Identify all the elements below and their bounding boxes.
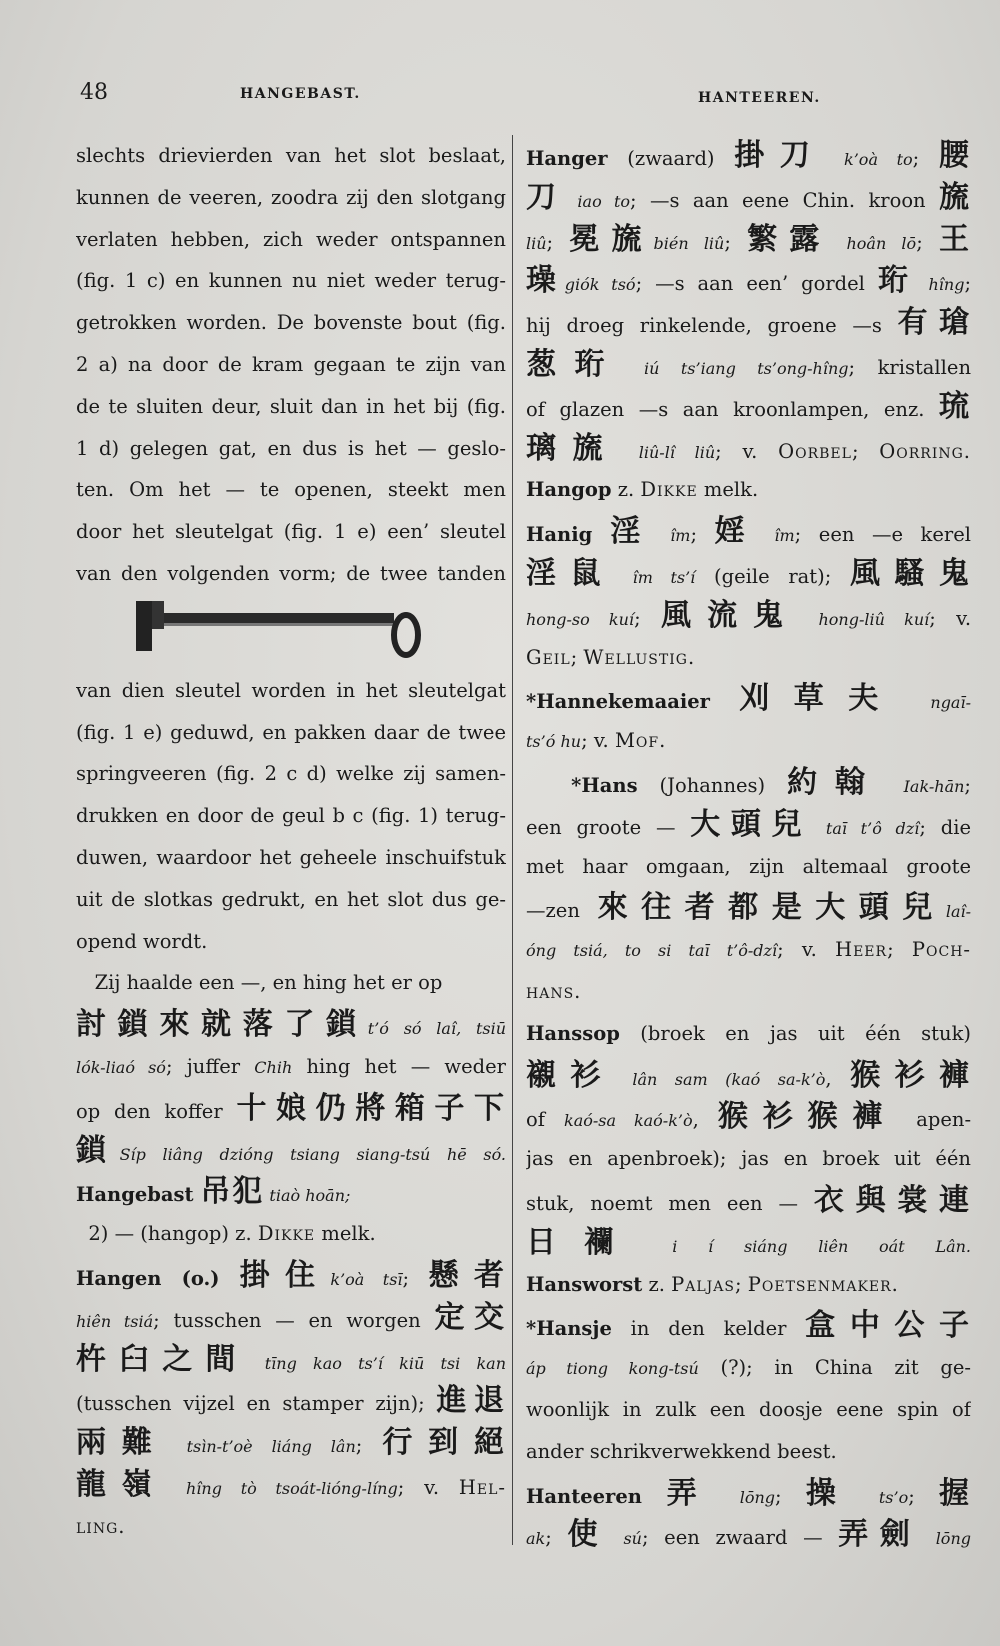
text-segment: (Johannes) — [637, 773, 788, 797]
headword: *Hans — [526, 773, 638, 797]
left-text-line — [76, 670, 506, 712]
romanization: lân sam (kaó sa-k’ò — [614, 1069, 826, 1089]
left-text-line — [76, 1213, 506, 1255]
right-text-line — [526, 428, 971, 470]
text-segment: met haar omgaan, zijn altemaal groote — [526, 854, 971, 878]
right-text-line — [526, 929, 971, 971]
cross-reference: Geil — [526, 645, 571, 669]
left-text-line — [76, 1297, 506, 1339]
headword: Hanssop — [526, 1021, 620, 1045]
text-segment: , — [692, 1108, 718, 1132]
romanization: taī t’ô dzî — [812, 818, 920, 838]
right-text-line — [526, 1138, 971, 1180]
romanization: îm ts’í — [615, 567, 696, 587]
chinese-characters: 鎖 — [76, 1132, 120, 1168]
left-text-line — [76, 1422, 506, 1464]
text-segment: ; v. — [929, 606, 971, 630]
chinese-characters: 握 — [939, 1475, 971, 1511]
romanization: óng tsiá, to si taī t’ô-dzî — [526, 941, 778, 961]
text-segment: slechts drievierden van het slot beslaat, — [76, 144, 506, 167]
chinese-characters: 琉 — [939, 388, 971, 424]
romanization: hîng tò tsoát-lióng-líng — [167, 1478, 398, 1498]
left-text-line — [76, 344, 506, 386]
text-segment: woonlijk in zulk een doosje eene spin of — [526, 1397, 971, 1421]
romanization: tīng kao ts’í kiū tsi kan — [248, 1353, 506, 1373]
headword: Hanger — [526, 147, 608, 170]
chinese-characters: 掛住 — [239, 1257, 331, 1293]
chinese-characters: 大頭兒 — [690, 806, 813, 842]
left-text-line — [76, 921, 506, 963]
chinese-characters: 璪 — [526, 263, 565, 299]
running-head-right: HANTEEREN. — [698, 90, 821, 106]
right-text-line — [526, 219, 971, 261]
text-segment: (geile rat); — [695, 564, 851, 588]
chinese-characters: 冕旒 — [569, 221, 654, 257]
right-text-line — [526, 1305, 971, 1347]
romanization: kaó-sa kaó-k’ò — [564, 1111, 693, 1131]
text-segment: ; — [690, 523, 715, 547]
chinese-characters: 風流鬼 — [660, 597, 800, 633]
text-segment: ; — [912, 147, 939, 170]
romanization: sú — [608, 1529, 642, 1549]
text-segment: ; — [908, 1484, 939, 1508]
text-segment: uit de slotkas gedrukt, en het slot dus ge- — [76, 887, 506, 911]
chinese-characters: 來往者都是大頭兒 — [597, 890, 946, 926]
left-text-line — [76, 1339, 506, 1381]
cross-reference: Hel- — [458, 1475, 506, 1499]
headword: Hanig — [526, 523, 611, 547]
chinese-characters: 日襴 — [526, 1224, 642, 1260]
right-text-line — [526, 971, 971, 1013]
left-text-line — [76, 428, 506, 470]
left-text-line — [76, 1004, 506, 1046]
romanization: giók tsó — [564, 275, 636, 295]
right-text-line — [526, 1222, 971, 1264]
headword: Hangop — [526, 478, 612, 502]
romanization: t’ó só laî, tsiū — [367, 1019, 506, 1039]
right-text-line — [526, 1096, 971, 1138]
left-text-line — [76, 1171, 506, 1213]
right-text-line — [526, 1264, 971, 1306]
headword: Hansworst — [526, 1272, 643, 1296]
chinese-characters: 淫鼠 — [526, 555, 615, 591]
romanization: îm — [653, 526, 691, 546]
text-segment: van dien sleutel worden in het sleutelgat — [76, 678, 506, 702]
text-segment: ; — [735, 1272, 748, 1296]
text-segment: apen- — [897, 1108, 971, 1132]
text-segment: melk. — [697, 478, 759, 502]
right-text-line — [526, 1389, 971, 1431]
romanization: tiaò hoān; — [264, 1186, 351, 1206]
cross-reference: Heer — [835, 938, 888, 962]
text-segment: ; — [916, 230, 940, 254]
left-text-line — [76, 135, 506, 177]
text-segment: (?); in China zit ge- — [698, 1356, 971, 1380]
chinese-characters: 討鎖來就落了鎖 — [76, 1007, 368, 1043]
romanization: ngaī- — [902, 693, 971, 713]
left-text-line — [76, 260, 506, 302]
text-segment: melk. — [315, 1222, 376, 1246]
text-segment: ander schrikverwekkend beest. — [526, 1439, 837, 1463]
text-segment: ; die — [919, 815, 971, 839]
chinese-characters: 繁露 — [747, 221, 832, 257]
left-text-line — [76, 1506, 506, 1548]
chinese-characters: 懸者 — [428, 1257, 506, 1293]
text-segment: springveeren (fig. 2 c d) welke zij samen- — [76, 762, 506, 786]
headword: Hanteeren — [526, 1484, 667, 1508]
cross-reference: ling. — [76, 1514, 126, 1538]
text-segment: ; — [851, 439, 880, 463]
text-segment: hing het — weder — [292, 1054, 506, 1078]
cross-reference: Poetsenmaker. — [747, 1272, 899, 1296]
right-text-line — [526, 678, 971, 720]
left-text-line — [76, 837, 506, 879]
text-segment: stuk, noemt men een — — [526, 1191, 814, 1215]
text-segment: ; — [887, 938, 912, 962]
chinese-characters: 使 — [567, 1517, 609, 1553]
text-segment: ten. Om het — te openen, steekt men — [76, 478, 506, 502]
romanization: áp tiong kong-tsú — [526, 1359, 699, 1379]
chinese-characters: 掛刀 — [734, 138, 826, 173]
chinese-characters: 有瑲 — [897, 305, 971, 341]
cross-reference: Dikke — [640, 478, 698, 502]
left-text-line — [76, 302, 506, 344]
text-segment: ; — [964, 773, 971, 797]
chinese-characters: 珩 — [877, 263, 917, 299]
chinese-characters: 刈草夫 — [739, 681, 903, 717]
key-figure — [76, 595, 506, 670]
text-segment: in den kelder — [611, 1317, 806, 1341]
text-segment: jas en apenbroek); jas en broek uit één — [526, 1147, 971, 1171]
romanization: îm — [757, 526, 795, 546]
right-text-line — [526, 260, 971, 302]
cross-reference: Oorbel — [778, 439, 852, 463]
chinese-characters: 龍嶺 — [76, 1466, 168, 1502]
chinese-characters: 盒中公子 — [805, 1308, 971, 1344]
romanization: tsìn-t’oè liáng lân — [167, 1437, 356, 1457]
text-segment: ; juffer — [165, 1054, 255, 1078]
chinese-characters: 進退 — [436, 1383, 506, 1419]
chinese-characters: 約翰 — [787, 764, 883, 800]
right-text-line — [526, 469, 971, 511]
text-segment: ; —s aan een’ gordel — [635, 272, 878, 296]
chinese-characters: 淫 — [610, 514, 654, 550]
text-segment: z. — [611, 478, 641, 502]
chinese-characters: 旒 — [939, 179, 971, 215]
headword: Hangen (o.) — [76, 1266, 240, 1290]
chinese-characters: 襯衫 — [526, 1057, 615, 1093]
romanization: hong-liû kuí — [799, 609, 930, 629]
text-segment: ; tusschen — en worgen — [153, 1308, 435, 1332]
romanization: lōng — [921, 1529, 971, 1549]
cross-reference: Oorring. — [879, 439, 971, 463]
text-segment: z. — [642, 1272, 672, 1296]
right-text-line — [526, 511, 971, 553]
romanization: hîng — [916, 275, 965, 295]
headword: *Hansje — [526, 1317, 612, 1341]
cross-reference: Paljas — [671, 1272, 735, 1296]
text-segment: ; een zwaard — — [641, 1526, 839, 1550]
right-text-line — [526, 804, 971, 846]
chinese-characters: 兩難 — [76, 1425, 168, 1461]
key-icon — [136, 599, 436, 661]
text-segment: (zwaard) — [607, 147, 735, 170]
romanization: i í siáng liên oát Lân. — [641, 1236, 971, 1256]
text-segment: ; — [775, 1484, 806, 1508]
text-segment: opend wordt. — [76, 929, 208, 953]
romanization: iao to — [565, 191, 631, 211]
text-segment: of — [526, 1108, 564, 1132]
chinese-characters: 弄劍 — [838, 1517, 922, 1553]
chinese-characters: 猴衫褲 — [850, 1057, 971, 1093]
right-column — [526, 135, 971, 1556]
romanization: k’oà tsī — [330, 1269, 403, 1289]
text-segment: ; — [402, 1266, 429, 1290]
cross-reference: hans. — [526, 979, 582, 1003]
left-text-line — [76, 177, 506, 219]
right-text-line — [526, 1347, 971, 1389]
text-segment: getrokken worden. De bovenste bout (fig. — [76, 311, 506, 335]
page-number: 48 — [80, 80, 108, 105]
right-text-line — [526, 762, 971, 804]
text-segment: duwen, waardoor het geheele inschuifstuk — [76, 845, 506, 869]
left-text-line — [76, 1464, 506, 1506]
running-head-left: HANGEBAST. — [240, 86, 361, 102]
left-text-line — [76, 553, 506, 595]
left-text-line — [76, 795, 506, 837]
chinese-characters: 腰 — [939, 138, 971, 173]
text-segment: ; een —e kerel — [794, 523, 971, 547]
romanization: iú ts’iang ts’ong-hîng — [622, 358, 849, 378]
text-segment: Zij haalde een —, en hing het er op — [76, 971, 443, 995]
text-segment: of glazen —s aan kroonlampen, enz. — [526, 397, 939, 421]
right-text-line — [526, 135, 971, 177]
text-segment: de te sluiten deur, sluit dan in het bij (fig. — [76, 394, 506, 418]
right-text-line — [526, 1180, 971, 1222]
right-text-line — [526, 344, 971, 386]
right-text-line — [526, 302, 971, 344]
text-segment: op den koffer — [76, 1099, 237, 1123]
chinese-characters: 葱珩 — [526, 346, 623, 382]
right-text-line — [526, 1473, 971, 1515]
text-segment: (fig. 1 e) geduwd, en pakken daar de twee — [76, 720, 506, 744]
left-text-line — [76, 1255, 506, 1297]
text-segment: kunnen de veeren, zoodra zij den slotgang — [76, 185, 506, 209]
right-text-line — [526, 553, 971, 595]
left-text-line — [76, 469, 506, 511]
left-text-line — [76, 219, 506, 261]
text-segment: (tusschen vijzel en stamper zijn); — [76, 1392, 437, 1416]
headword: Hangebast — [76, 1183, 201, 1207]
left-text-line — [76, 1380, 506, 1422]
chinese-characters: 璃旒 — [526, 430, 620, 466]
left-text-line — [76, 879, 506, 921]
right-text-line — [526, 846, 971, 888]
chinese-characters: 風騷鬼 — [850, 555, 971, 591]
text-segment: door het sleutelgat (fig. 1 e) een’ sleutel — [76, 520, 506, 544]
text-segment: 2 a) na door de kram gegaan te zijn van — [76, 352, 506, 376]
romanization: lók-liaó só — [76, 1057, 166, 1077]
romanization: Iak-hān — [882, 776, 965, 796]
romanization: laî- — [945, 902, 971, 922]
text-segment: ; — [634, 606, 661, 630]
text-segment: ; —s aan eene Chin. kroon — [630, 188, 939, 212]
running-head — [0, 80, 1000, 110]
chinese-characters: 行到絕 — [382, 1425, 506, 1461]
right-text-line — [526, 1514, 971, 1556]
chinese-characters: 操 — [805, 1475, 856, 1511]
romanization: hoân lō — [831, 233, 917, 253]
chinese-characters: 猴衫猴褲 — [717, 1099, 898, 1135]
text-segment: ; — [355, 1434, 383, 1458]
text-segment: ; — [545, 1526, 568, 1550]
text-segment: ; — [546, 230, 570, 254]
chinese-characters: 十娘仍將箱子下 — [236, 1090, 506, 1126]
romanization: liû — [526, 233, 547, 253]
right-text-line — [526, 386, 971, 428]
chinese-characters: 王 — [939, 221, 971, 257]
romanization: bién liû — [653, 233, 725, 253]
text-segment: —zen — [526, 899, 598, 923]
headword: *Hannekemaaier — [526, 690, 740, 714]
text-segment: ; v. — [581, 729, 615, 753]
cross-reference: Wellustig. — [583, 645, 696, 669]
right-text-line — [526, 637, 971, 679]
chinese-characters: 杵臼之間 — [76, 1341, 249, 1377]
left-text-line — [76, 753, 506, 795]
text-segment: ; v. — [777, 938, 836, 962]
column-divider — [512, 135, 513, 1545]
romanization: hong-so kuí — [526, 609, 635, 629]
romanization: hiên tsiá — [76, 1311, 154, 1331]
cross-reference: Dikke — [257, 1222, 316, 1246]
right-text-line — [526, 1013, 971, 1055]
cross-reference: Mof. — [614, 729, 667, 753]
chinese-characters: 弄 — [666, 1475, 717, 1511]
left-column — [76, 135, 506, 1548]
romanization: k’oà to — [825, 150, 913, 169]
text-segment: drukken en door de geul b c (fig. 1) terug- — [76, 804, 506, 828]
text-segment: ; — [964, 272, 971, 296]
romanization: ak — [526, 1529, 546, 1549]
text-segment: , — [825, 1066, 851, 1090]
chinese-characters: 婬 — [714, 514, 758, 550]
cross-reference: Poch- — [911, 938, 971, 962]
romanization: ts’ó hu — [526, 732, 582, 752]
romanization: Chih — [254, 1057, 293, 1077]
left-text-line — [76, 1130, 506, 1172]
text-segment: ; v. — [715, 439, 779, 463]
text-segment: verlaten hebben, zich weder ontspannen — [76, 227, 506, 251]
text-segment: ; — [570, 645, 584, 669]
left-text-line — [76, 1046, 506, 1088]
romanization: Síp liâng dzióng tsiang siang-tsú hē só. — [119, 1144, 506, 1164]
right-text-line — [526, 177, 971, 219]
right-text-line — [526, 1431, 971, 1473]
text-segment: van den volgenden vorm; de twee tanden — [76, 561, 506, 585]
text-segment: ; v. — [397, 1475, 459, 1499]
right-text-line — [526, 595, 971, 637]
text-segment: ; kristallen — [848, 355, 971, 379]
left-text-line — [76, 712, 506, 754]
left-text-line — [76, 386, 506, 428]
left-text-line — [76, 511, 506, 553]
text-segment: hij droeg rinkelende, groene —s — [526, 314, 898, 338]
text-segment: ; — [724, 230, 748, 254]
chinese-characters: 定交 — [434, 1299, 506, 1335]
right-text-line — [526, 887, 971, 929]
text-segment: (fig. 1 c) en kunnen nu niet weder terug- — [76, 269, 506, 293]
romanization: lōng — [716, 1487, 776, 1507]
left-text-line — [76, 1088, 506, 1130]
chinese-characters: 衣與裳連 — [813, 1182, 971, 1218]
text-segment: 2) — (hangop) z. — [76, 1222, 258, 1246]
romanization: ts’o — [855, 1487, 909, 1507]
text-segment: (broek en jas uit één stuk) — [619, 1021, 971, 1045]
romanization: liû-lî liû — [619, 442, 716, 462]
chinese-characters: 吊犯 — [200, 1174, 265, 1210]
text-segment: 1 d) gelegen gat, en dus is het — geslo- — [76, 436, 506, 460]
left-text-line — [76, 962, 506, 1004]
text-segment: een groote — — [526, 815, 691, 839]
chinese-characters: 刀 — [526, 179, 566, 215]
right-text-line — [526, 720, 971, 762]
right-text-line — [526, 1055, 971, 1097]
